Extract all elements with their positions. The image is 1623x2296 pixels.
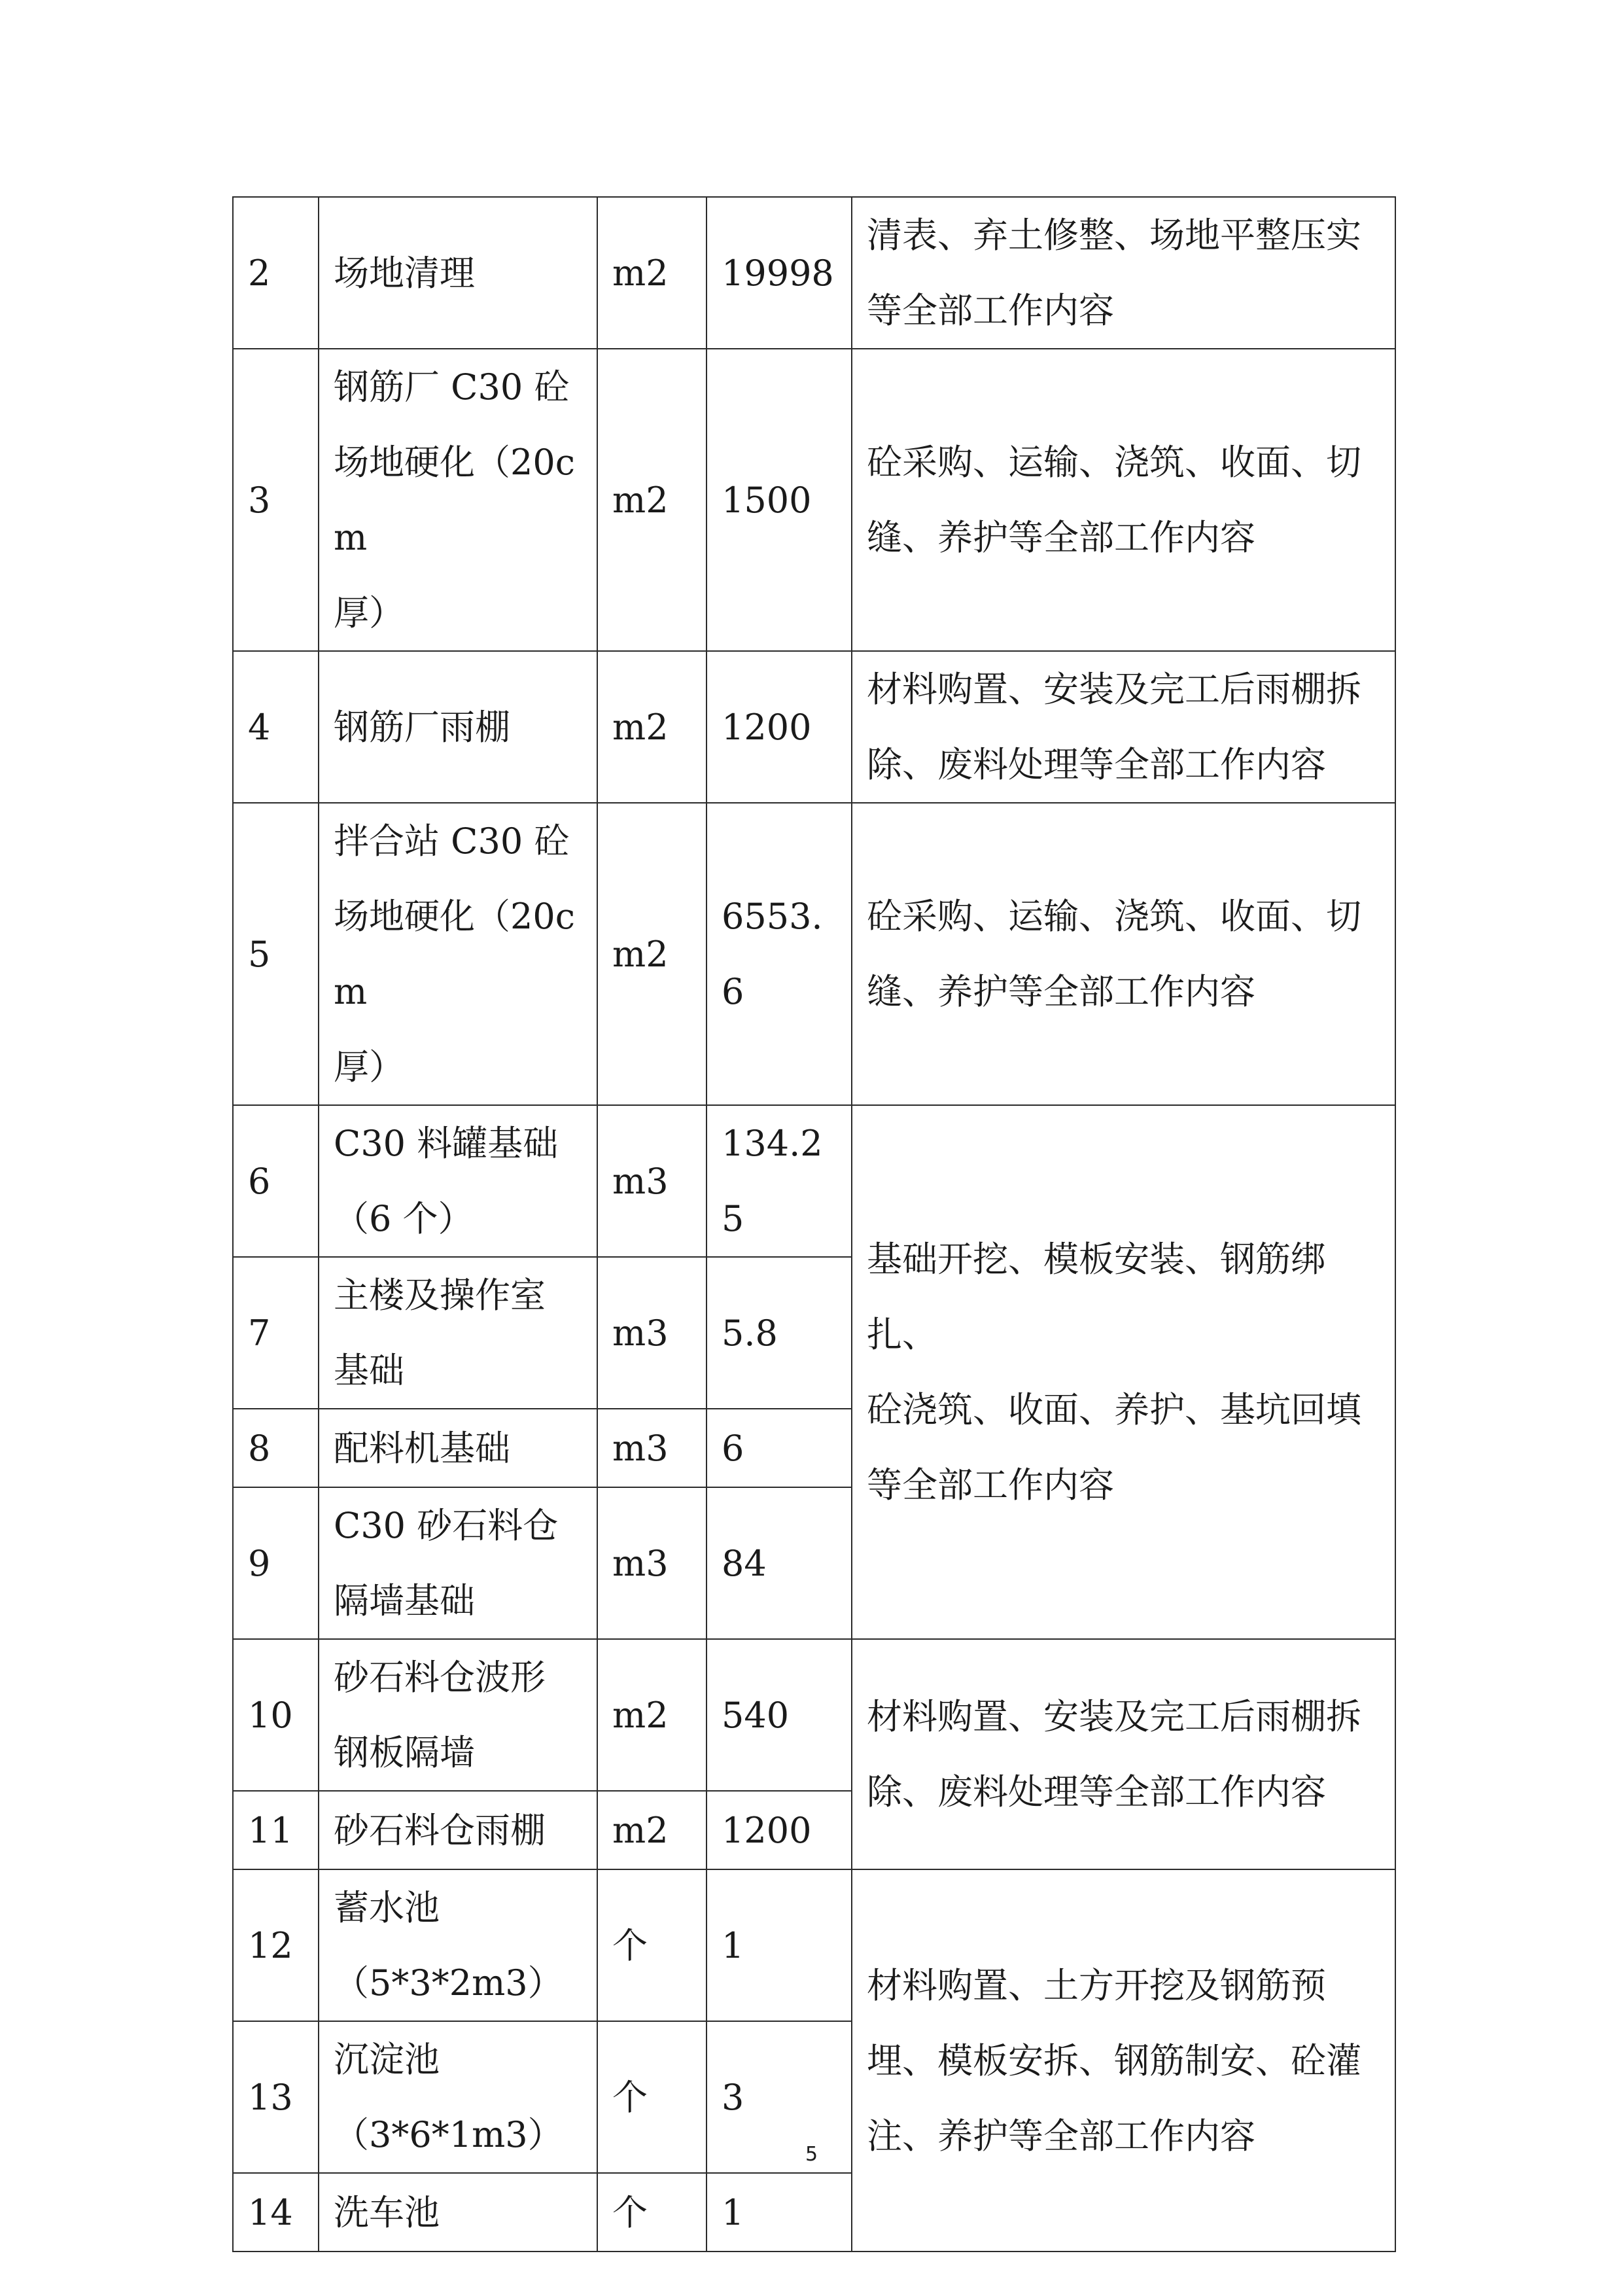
merged-description-pools: 材料购置、土方开挖及钢筋预 埋、模板安拆、钢筋制安、砼灌 注、养护等全部工作内容 — [852, 1869, 1395, 2252]
item-name: 主楼及操作室 基础 — [319, 1257, 597, 1409]
item-unit: 个 — [597, 1869, 707, 2021]
item-number: 9 — [233, 1487, 319, 1639]
item-number: 13 — [233, 2021, 319, 2173]
item-name: 钢筋厂雨棚 — [319, 651, 597, 803]
item-quantity: 19998 — [707, 197, 852, 349]
item-number: 10 — [233, 1639, 319, 1791]
item-name: C30 砂石料仓 隔墙基础 — [319, 1487, 597, 1639]
item-unit: m2 — [597, 651, 707, 803]
item-number: 12 — [233, 1869, 319, 2021]
item-unit: m2 — [597, 349, 707, 651]
item-number: 11 — [233, 1791, 319, 1869]
merged-description-sand-bins: 材料购置、安装及完工后雨棚拆 除、废料处理等全部工作内容 — [852, 1639, 1395, 1869]
table-row — [233, 197, 1395, 349]
item-description: 砼采购、运输、浇筑、收面、切 缝、养护等全部工作内容 — [852, 349, 1395, 651]
item-unit: m3 — [597, 1487, 707, 1639]
item-unit: m3 — [597, 1409, 707, 1487]
item-name: 蓄水池 （5*3*2m3） — [319, 1869, 597, 2021]
item-number: 3 — [233, 349, 319, 651]
item-number: 4 — [233, 651, 319, 803]
item-unit: 个 — [597, 2021, 707, 2173]
item-quantity: 5.8 — [707, 1257, 852, 1409]
item-description: 砼采购、运输、浇筑、收面、切 缝、养护等全部工作内容 — [852, 803, 1395, 1105]
item-unit: 个 — [597, 2173, 707, 2252]
item-description: 材料购置、安装及完工后雨棚拆 除、废料处理等全部工作内容 — [852, 651, 1395, 803]
item-name: 砂石料仓雨棚 — [319, 1791, 597, 1869]
item-quantity: 6553.6 — [707, 803, 852, 1105]
table-row — [233, 651, 1395, 803]
table-row — [233, 1105, 1395, 1257]
item-quantity: 134.25 — [707, 1105, 852, 1257]
item-name: 场地清理 — [319, 197, 597, 349]
merged-description-foundations: 基础开挖、模板安装、钢筋绑扎、 砼浇筑、收面、养护、基坑回填 等全部工作内容 — [852, 1105, 1395, 1639]
item-unit: m2 — [597, 197, 707, 349]
item-number: 2 — [233, 197, 319, 349]
item-unit: m2 — [597, 1791, 707, 1869]
item-quantity: 3 — [707, 2021, 852, 2173]
item-name: 砂石料仓波形 钢板隔墙 — [319, 1639, 597, 1791]
item-quantity: 1200 — [707, 1791, 852, 1869]
table-row — [233, 1869, 1395, 2021]
item-quantity: 540 — [707, 1639, 852, 1791]
item-quantity: 1 — [707, 2173, 852, 2252]
item-unit: m2 — [597, 803, 707, 1105]
item-unit: m3 — [597, 1257, 707, 1409]
item-quantity: 1500 — [707, 349, 852, 651]
item-description: 清表、弃土修整、场地平整压实 等全部工作内容 — [852, 197, 1395, 349]
work-items-table — [232, 196, 1396, 2252]
table-row — [233, 1639, 1395, 1791]
item-quantity: 1 — [707, 1869, 852, 2021]
item-name: C30 料罐基础 （6 个） — [319, 1105, 597, 1257]
item-unit: m2 — [597, 1639, 707, 1791]
item-quantity: 1200 — [707, 651, 852, 803]
page-number: 5 — [805, 2143, 818, 2166]
item-name: 洗车池 — [319, 2173, 597, 2252]
item-quantity: 6 — [707, 1409, 852, 1487]
item-name: 拌合站 C30 砼 场地硬化（20cm 厚） — [319, 803, 597, 1105]
item-number: 6 — [233, 1105, 319, 1257]
item-number: 5 — [233, 803, 319, 1105]
item-number: 7 — [233, 1257, 319, 1409]
item-number: 8 — [233, 1409, 319, 1487]
item-quantity: 84 — [707, 1487, 852, 1639]
item-name: 沉淀池 （3*6*1m3） — [319, 2021, 597, 2173]
item-unit: m3 — [597, 1105, 707, 1257]
table-row — [233, 349, 1395, 651]
item-name: 配料机基础 — [319, 1409, 597, 1487]
item-name: 钢筋厂 C30 砼 场地硬化（20cm 厚） — [319, 349, 597, 651]
table-row — [233, 803, 1395, 1105]
item-number: 14 — [233, 2173, 319, 2252]
